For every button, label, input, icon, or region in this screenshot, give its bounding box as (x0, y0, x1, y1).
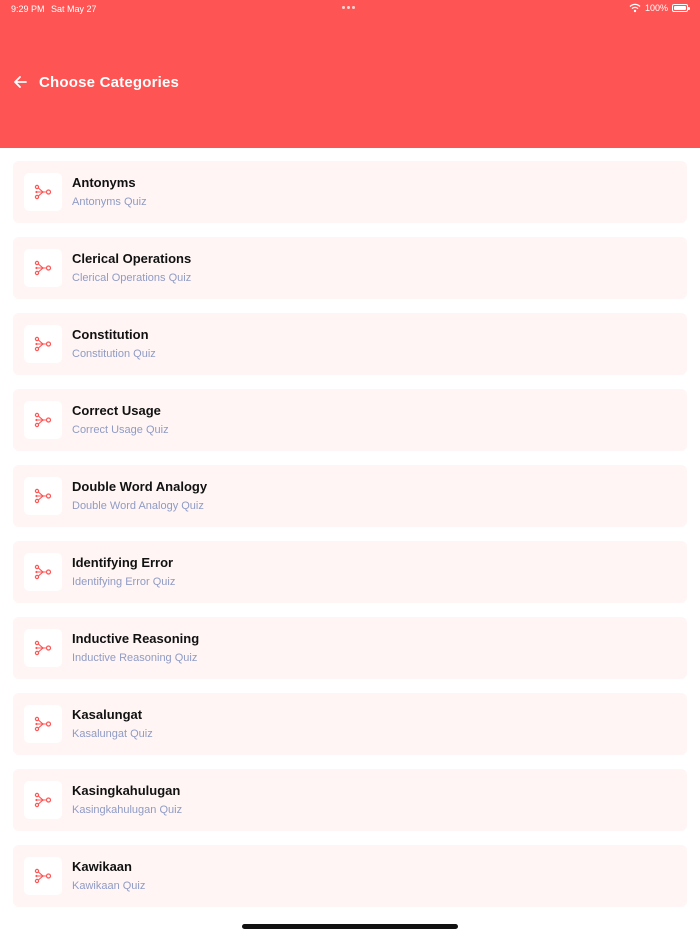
category-network-icon (24, 553, 62, 591)
status-time: 9:29 PM (11, 4, 45, 14)
category-network-icon (24, 857, 62, 895)
multitasking-dots-icon[interactable] (342, 6, 355, 9)
header (0, 0, 700, 148)
category-title: Antonyms (72, 175, 136, 190)
category-title: Kawikaan (72, 859, 132, 874)
wifi-icon (629, 3, 641, 13)
category-card[interactable] (13, 617, 687, 679)
battery-icon (672, 4, 688, 12)
navigation-bar (0, 66, 700, 98)
category-card[interactable] (13, 389, 687, 451)
status-bar (0, 0, 700, 18)
category-subtitle: Constitution Quiz (72, 348, 156, 360)
page-title: Choose Categories (39, 73, 180, 91)
category-subtitle: Clerical Operations Quiz (72, 272, 192, 284)
category-card[interactable] (13, 313, 687, 375)
category-subtitle: Kasingkahulugan Quiz (72, 804, 183, 816)
category-subtitle: Identifying Error Quiz (72, 576, 176, 588)
category-title: Constitution (72, 327, 149, 342)
category-subtitle: Kawikaan Quiz (72, 880, 146, 892)
category-list (13, 161, 687, 921)
category-card[interactable] (13, 237, 687, 299)
category-text (72, 555, 175, 589)
category-title: Kasalungat (72, 707, 143, 722)
category-text (72, 631, 199, 665)
category-text (72, 783, 182, 817)
category-card[interactable] (13, 845, 687, 907)
category-text (72, 479, 207, 513)
category-text (72, 403, 169, 437)
status-indicators (629, 3, 688, 13)
category-text (72, 175, 147, 209)
category-card[interactable] (13, 769, 687, 831)
category-card[interactable] (13, 161, 687, 223)
arrow-left-icon (13, 75, 27, 89)
category-network-icon (24, 477, 62, 515)
category-network-icon (24, 173, 62, 211)
category-text (72, 707, 153, 741)
category-subtitle: Correct Usage Quiz (72, 424, 169, 436)
category-network-icon (24, 401, 62, 439)
battery-percentage: 100% (644, 3, 668, 13)
category-card[interactable] (13, 693, 687, 755)
category-title: Identifying Error (72, 555, 174, 570)
status-date: Sat May 27 (51, 4, 97, 14)
category-title: Double Word Analogy (72, 479, 208, 494)
category-title: Correct Usage (72, 403, 161, 418)
home-indicator[interactable] (242, 924, 458, 929)
category-text (72, 859, 145, 893)
category-card[interactable] (13, 541, 687, 603)
category-network-icon (24, 705, 62, 743)
category-title: Inductive Reasoning (72, 631, 200, 646)
category-card[interactable] (13, 465, 687, 527)
category-network-icon (24, 629, 62, 667)
category-text (72, 327, 156, 361)
category-subtitle: Kasalungat Quiz (72, 728, 153, 740)
category-subtitle: Inductive Reasoning Quiz (72, 652, 198, 664)
category-title: Kasingkahulugan (72, 783, 181, 798)
category-subtitle: Double Word Analogy Quiz (72, 500, 204, 512)
category-network-icon (24, 325, 62, 363)
back-button[interactable] (8, 70, 32, 94)
category-title: Clerical Operations (72, 251, 192, 266)
category-network-icon (24, 781, 62, 819)
category-text (72, 251, 191, 285)
category-subtitle: Antonyms Quiz (72, 196, 147, 208)
category-network-icon (24, 249, 62, 287)
